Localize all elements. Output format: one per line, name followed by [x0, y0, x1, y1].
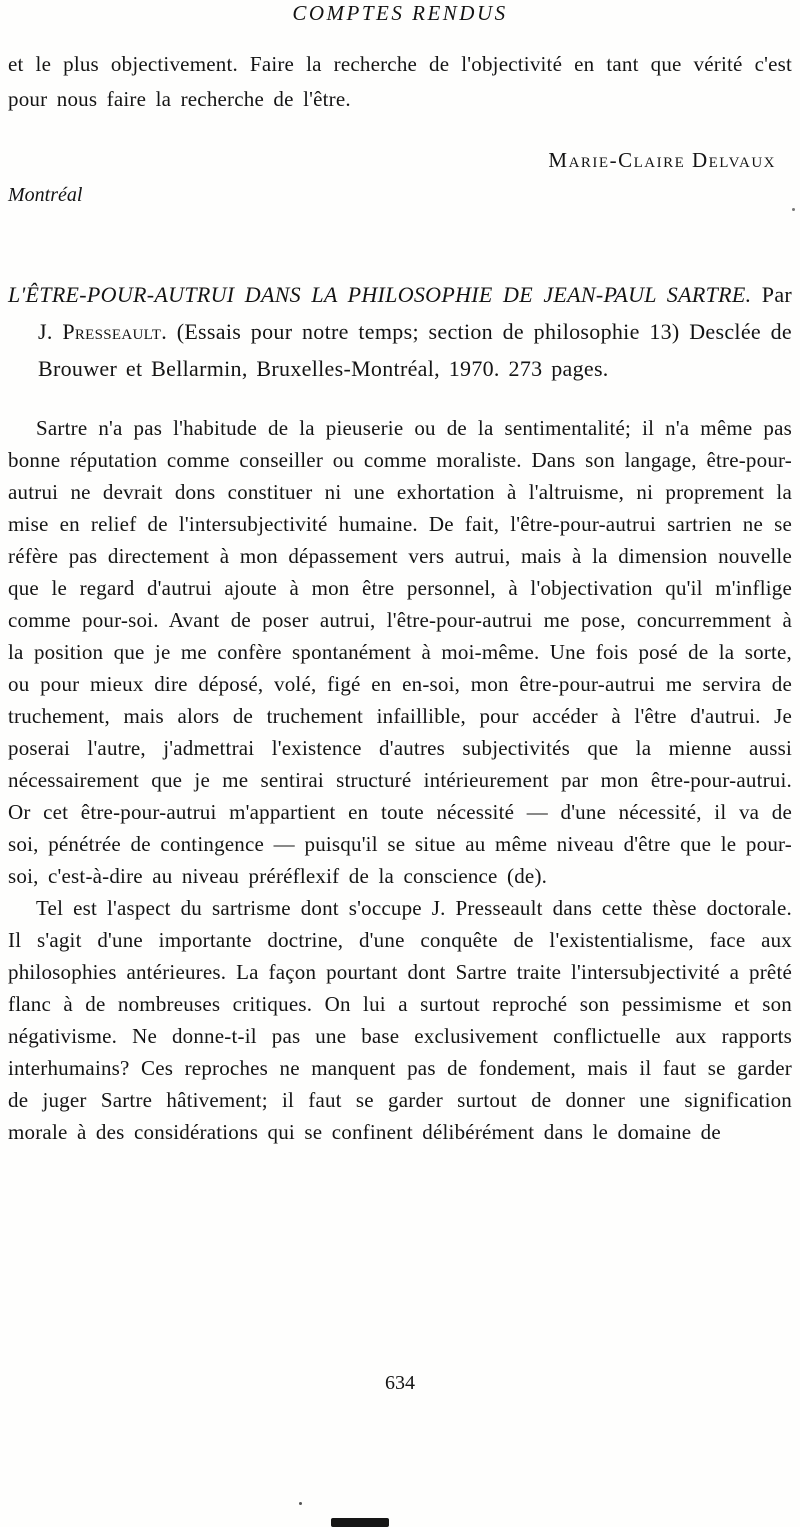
- continuation-paragraph: et le plus objectivement. Faire la recherche de l'objectivité en tant que vérité c'est pour nous faire la recherche de l'être.: [8, 52, 792, 111]
- review-author: Presseault.: [62, 319, 168, 344]
- scan-artifact-dot: [299, 1502, 302, 1505]
- review-paragraph-1: Sartre n'a pas l'habitude de la pieuserie ou de la sentimentalité; il n'a même pas bonne réputation comme conseiller ou comme moraliste. Dans son langage, être-pour-autrui ne devrait dons constituer ni une exhortation à l'altruisme, ni proprement la mise en relief de l'intersubjectivité humaine. De fait, l'être-pour-autrui sartrien ne se réfère pas directement à mon dépassement vers autrui, mais à la dimension nouvelle que le regard d'autrui ajoute à mon être personnel, à l'objectivation qu'il m'inflige comme pour-soi. Avant de poser autrui, l'être-pour-autrui me pose, concurremment à la position que je me confère spontanément à moi-même. Une fois posé de la sorte, ou pour mieux dire déposé, volé, figé en en-soi, mon être-pour-autrui me servira de truchement, mais alors de truchement infaillible, pour accéder à l'être d'autrui. Je poserai l'autre, j'admettrai l'existence d'autres subjectivités que la mienne aussi nécessairement que je me sentirai structuré intérieurement par mon être-pour-autrui. Or cet être-pour-autrui m'appartient en toute nécessité — d'une nécessité, il va de soi, pénétrée de contingence — puisqu'il se situe au même niveau d'être que le pour-soi, c'est-à-dire au niveau préréflexif de la conscience (de).: [8, 416, 792, 888]
- scan-artifact-bar: [331, 1518, 389, 1527]
- reviewed-book-title: L'ÊTRE-POUR-AUTRUI DANS LA PHILOSOPHIE DE JEAN-PAUL SARTRE.: [8, 282, 752, 307]
- review-byline-prefix: Par J.: [38, 282, 793, 344]
- review-publication-details: (Essais pour notre temps; section de philosophie 13) Desclée de Brouwer et Bellarmin, Bruxelles-Montréal, 1970. 273 pages.: [38, 319, 792, 381]
- review-heading: [8, 276, 792, 387]
- running-head: COMPTES RENDUS: [292, 1, 508, 25]
- scan-artifact-dot-right: [792, 208, 795, 211]
- book-review: [8, 276, 792, 1148]
- review-paragraph-2: Tel est l'aspect du sartrisme dont s'occupe J. Presseault dans cette thèse doctorale. Il s'agit d'une importante doctrine, d'une conquête de l'existentialisme, face aux philosophies antérieures. La façon pourtant dont Sartre traite l'intersubjectivité a prêté flanc à de nombreuses critiques. On lui a surtout reproché son pessimisme et son négativisme. Ne donne-t-il pas une base exclusivement conflictuelle aux rapports interhumains? Ces reproches ne manquent pas de fondement, mais il faut se garder de juger Sartre hâtivement; il faut se garder surtout de donner une signification morale à des considérations qui se confinent délibérément dans le domaine de: [8, 896, 792, 1144]
- reviewer-location: Montréal: [8, 184, 83, 206]
- page-number: 634: [385, 1372, 415, 1394]
- reviewer-signature: Marie-Claire Delvaux: [548, 148, 776, 172]
